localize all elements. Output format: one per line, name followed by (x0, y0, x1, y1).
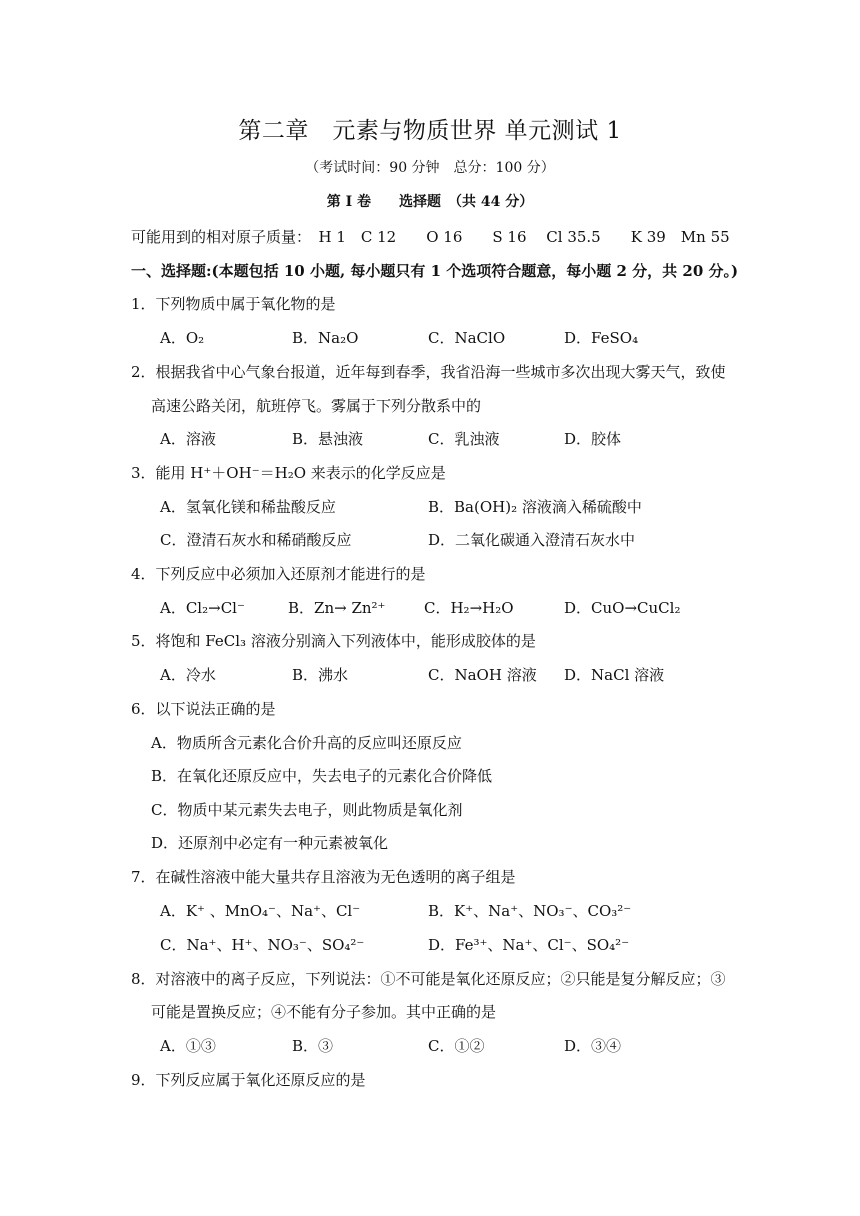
option-a: A．K⁺ 、MnO₄⁻、Na⁺、Cl⁻ (160, 902, 361, 920)
option-a: A．①③ (160, 1037, 216, 1055)
option-d: D．Fe³⁺、Na⁺、Cl⁻、SO₄²⁻ (428, 936, 630, 954)
question-6-option-d: D．还原剂中必定有一种元素被氧化 (151, 834, 389, 852)
option-c: C．乳浊液 (428, 430, 500, 448)
question-2-stem-cont: 高速公路关闭，航班停飞。雾属于下列分散系中的 (151, 397, 482, 415)
option-d: D．FeSO₄ (564, 329, 639, 347)
option-d: D．二氧化碳通入澄清石灰水中 (428, 531, 636, 549)
question-6-option-a: A．物质所含元素化合价升高的反应叫还原反应 (151, 734, 462, 752)
exam-info: （考试时间：90 分钟 总分：100 分） (305, 160, 555, 176)
question-3-options-row2 (160, 529, 760, 551)
option-c: C．H₂→H₂O (424, 599, 514, 617)
option-d: D．CuO→CuCl₂ (564, 599, 681, 617)
option-b: B．③ (292, 1037, 334, 1055)
section-heading: 一、选择题:(本题包括 10 小题, 每小题只有 1 个选项符合题意，每小题 2 分，共 20 分。) (131, 262, 739, 280)
question-7-options-row2 (160, 934, 760, 956)
question-7-stem: 7．在碱性溶液中能大量共存且溶液为无色透明的离子组是 (131, 868, 516, 886)
question-9-stem: 9．下列反应属于氧化还原反应的是 (131, 1071, 366, 1089)
option-a: A．冷水 (160, 666, 216, 684)
option-a: A．O₂ (160, 329, 205, 347)
part-heading: 第 I 卷 选择题 （共 44 分） (326, 194, 534, 210)
option-a: A．溶液 (160, 430, 216, 448)
question-5-options (160, 664, 760, 686)
question-8-stem-cont: 可能是置换反应；④不能有分子参加。其中正确的是 (151, 1003, 497, 1021)
question-7-options-row1 (160, 900, 760, 922)
page-title: 第二章 元素与物质世界 单元测试 1 (238, 118, 622, 144)
question-6-option-b: B．在氧化还原反应中，失去电子的元素化合价降低 (151, 767, 493, 785)
question-8-stem: 8．对溶液中的离子反应，下列说法：①不可能是氧化还原反应；②只能是复分解反应；③ (131, 970, 726, 988)
option-a: A．Cl₂→Cl⁻ (160, 599, 245, 617)
question-4-stem: 4．下列反应中必须加入还原剂才能进行的是 (131, 565, 426, 583)
option-d: D．胶体 (564, 430, 622, 448)
option-d: D．NaCl 溶液 (564, 666, 665, 684)
option-b: B．Ba(OH)₂ 溶液滴入稀硫酸中 (428, 498, 642, 516)
question-5-stem: 5．将饱和 FeCl₃ 溶液分别滴入下列液体中，能形成胶体的是 (131, 632, 536, 650)
atomic-masses: 可能用到的相对原子质量： H 1 C 12 O 16 S 16 Cl 35.5 K 39 Mn 55 (131, 228, 730, 246)
question-6-stem: 6．以下说法正确的是 (131, 700, 276, 718)
question-1-stem: 1．下列物质中属于氧化物的是 (131, 295, 336, 313)
option-b: B．Na₂O (292, 329, 359, 347)
option-b: B．Zn→ Zn²⁺ (288, 599, 386, 617)
option-a: A．氢氧化镁和稀盐酸反应 (160, 498, 336, 516)
question-3-stem: 3．能用 H⁺＋OH⁻＝H₂O 来表示的化学反应是 (131, 464, 446, 482)
question-3-options-row1 (160, 496, 760, 518)
option-b: B．K⁺、Na⁺、NO₃⁻、CO₃²⁻ (428, 902, 632, 920)
question-1-options (160, 327, 760, 349)
question-2-stem: 2．根据我省中心气象台报道，近年每到春季，我省沿海一些城市多次出现大雾天气，致使 (131, 363, 726, 381)
option-c: C．①② (428, 1037, 485, 1055)
option-c: C．NaOH 溶液 (428, 666, 537, 684)
option-c: C．澄清石灰水和稀硝酸反应 (160, 531, 352, 549)
option-c: C．Na⁺、H⁺、NO₃⁻、SO₄²⁻ (160, 936, 365, 954)
question-6-option-c: C．物质中某元素失去电子，则此物质是氧化剂 (151, 801, 463, 819)
option-b: B．悬浊液 (292, 430, 364, 448)
option-b: B．沸水 (292, 666, 349, 684)
question-8-options (160, 1035, 760, 1057)
option-c: C．NaClO (428, 329, 506, 347)
question-2-options (160, 428, 760, 450)
question-4-options (160, 597, 760, 619)
option-d: D．③④ (564, 1037, 622, 1055)
